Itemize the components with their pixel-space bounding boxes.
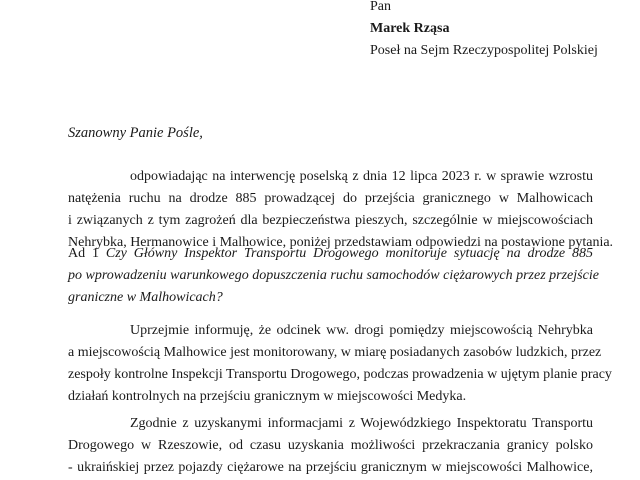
paragraph-line: zespoły kontrolne Inspekcji Transportu Drogowego, podczas prowadzenia w ujętym planie pracy: [68, 367, 612, 382]
recipient-title: Pan: [370, 0, 391, 14]
paragraph-line: a miejscowością Malhowice jest monitorowany, w miarę posiadanych zasobów ludzkich, przez: [68, 345, 602, 360]
question-line: [68, 243, 593, 265]
question-line: graniczne w Malhowicach?: [68, 290, 223, 305]
recipient-name: Marek Rząsa: [370, 21, 450, 36]
paragraph-line: natężenia ruchu na drodze 885 prowadzącej do przejścia granicznego w Malhowicach: [68, 191, 593, 206]
intro-paragraph: [68, 166, 614, 254]
paragraph-line: Nehrybka, Hermanowice i Malhowice, poniżej przedstawiam odpowiedzi na postawione pytania.: [68, 235, 614, 250]
paragraph-line: działań kontrolnych na przejściu granicznym w miejscowości Medyka.: [68, 389, 467, 404]
question-prefix: Ad 1: [68, 246, 99, 261]
paragraph-line: odpowiadając na interwencję poselską z dnia 12 lipca 2023 r. w sprawie wzrostu: [130, 169, 593, 184]
paragraph-line: Uprzejmie informuję, że odcinek ww. drogi pomiędzy miejscowością Nehrybka: [130, 323, 593, 338]
followup-paragraph: [68, 413, 593, 479]
question-line: po wprowadzeniu warunkowego dopuszczenia ruchu samochodów ciężarowych przez przejście: [68, 268, 599, 283]
answer-paragraph: [68, 320, 612, 408]
paragraph-line: - ukraińskiej przez pojazdy ciężarowe na przejściu granicznym w miejscowości Malhowice,: [68, 460, 593, 475]
paragraph-line: i związanych z tym zagrożeń dla bezpieczeństwa pieszych, szczególnie w miejscowościach: [68, 213, 593, 228]
recipient-block: [370, 0, 598, 62]
salutation: Szanowny Panie Pośle,: [68, 125, 203, 141]
paragraph-line: Drogowego w Rzeszowie, od czasu uzyskania możliwości przekraczania granicy polsko: [68, 438, 593, 453]
paragraph-line: Zgodnie z uzyskanymi informacjami z Wojewódzkiego Inspektoratu Transportu: [130, 416, 593, 431]
question-1: [68, 243, 599, 309]
question-text-start: Czy Główny Inspektor Transportu Drogowego monitoruje sytuację na drodze 885: [105, 246, 593, 261]
recipient-position: Poseł na Sejm Rzeczypospolitej Polskiej: [370, 43, 598, 58]
